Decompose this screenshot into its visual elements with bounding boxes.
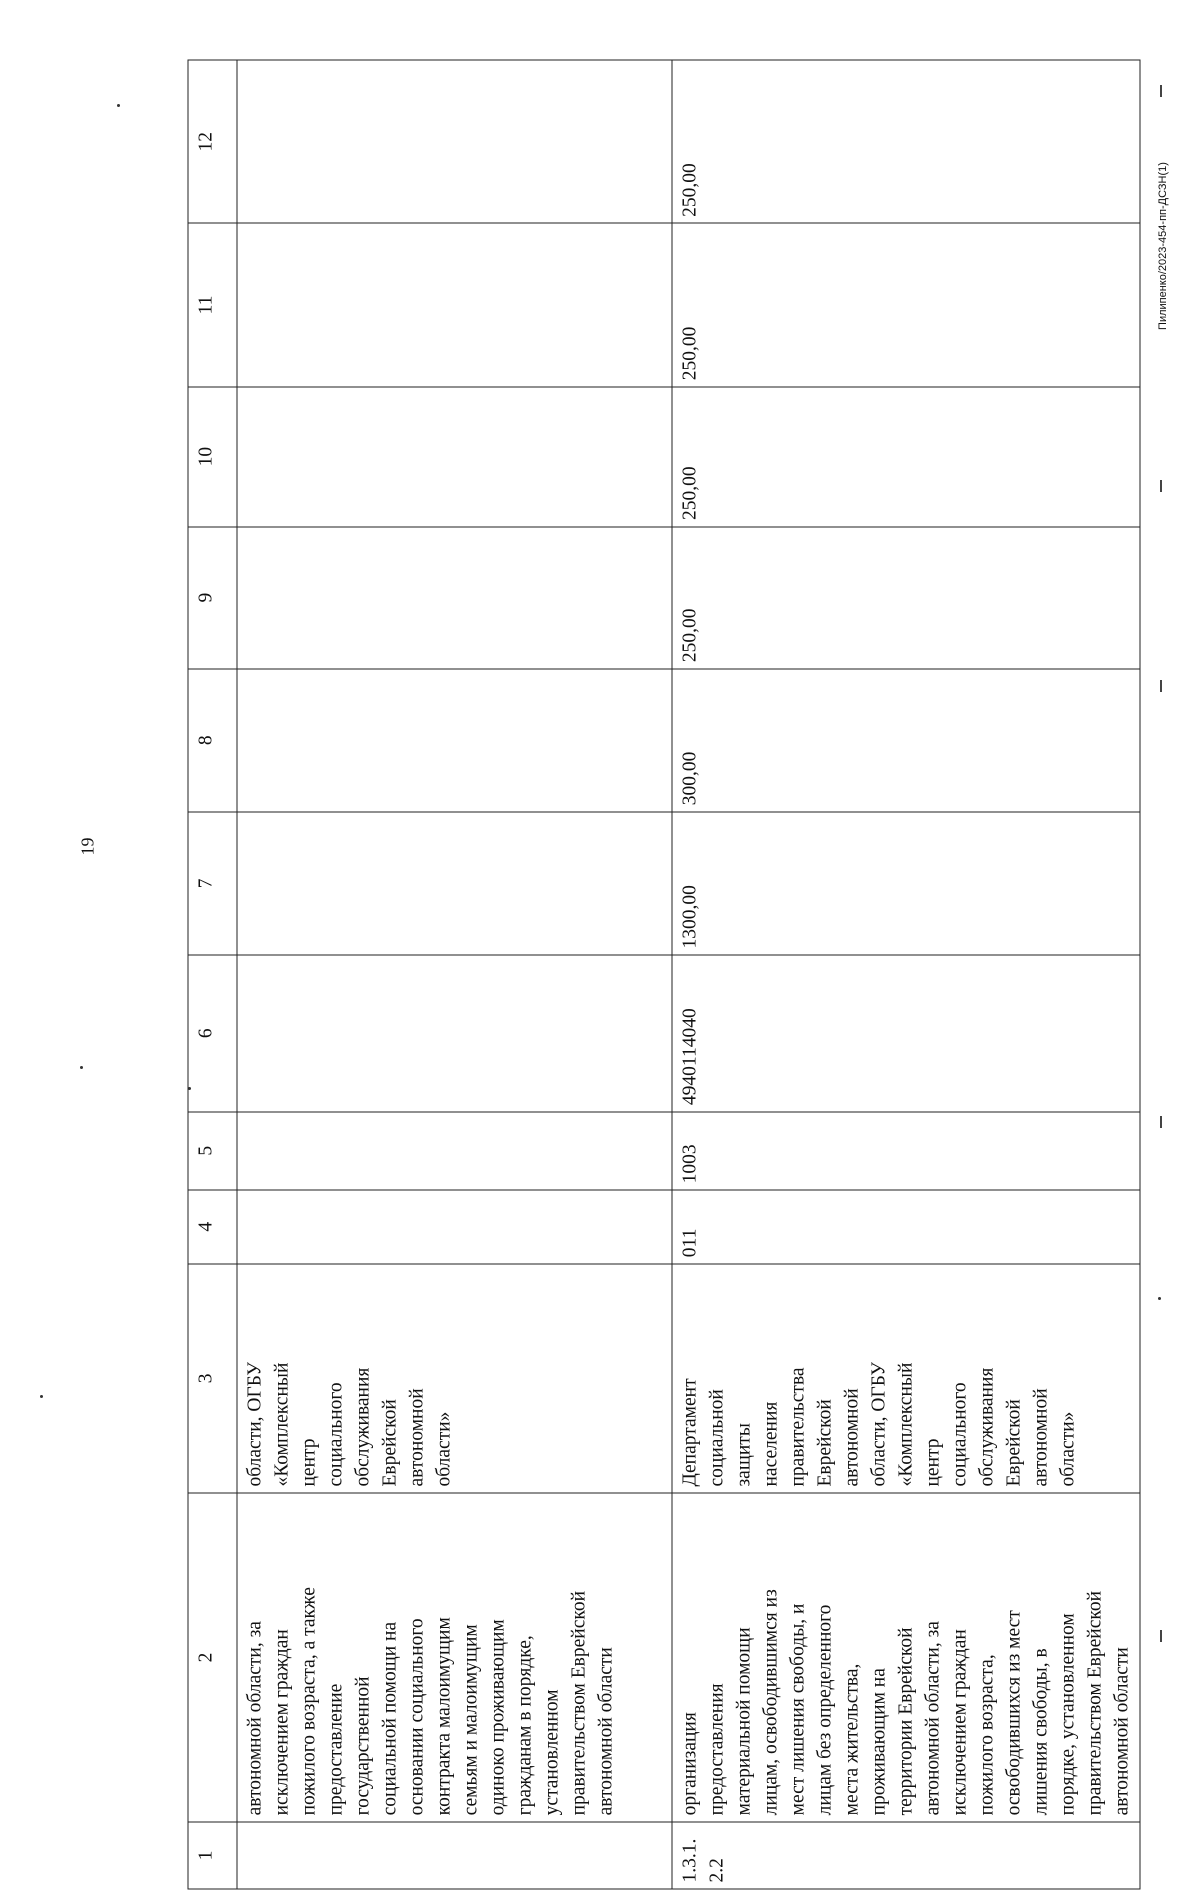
- column-number: 9: [188, 527, 237, 669]
- table-cell: 4940114040: [672, 955, 1140, 1112]
- column-number: 8: [188, 669, 237, 812]
- table-cell: [237, 60, 672, 223]
- table-cell: [237, 223, 672, 386]
- table-cell: [237, 1190, 672, 1264]
- scan-mark: [1160, 1630, 1162, 1642]
- scan-speck: [117, 104, 120, 107]
- column-number: 6: [188, 955, 237, 1112]
- column-number: 11: [188, 223, 237, 386]
- column-number: 4: [188, 1190, 237, 1264]
- table-cell: Департамент социальной защиты населения правительства Еврейской автономной области, ОГБУ «Комплексный центр социального обслуживания Еврейской автономной области»: [672, 1264, 1140, 1493]
- column-number: 3: [188, 1264, 237, 1493]
- table-cell: [237, 527, 672, 669]
- table-row: [237, 60, 672, 1889]
- scan-speck: [1158, 1297, 1161, 1300]
- table-cell: 250,00: [672, 223, 1140, 386]
- table-cell: [237, 1112, 672, 1190]
- table-cell: автономной области, за исключением граждан пожилого возраста, а также предоставление государственной социальной помощи на основании социального контракта малоимущим семьям и малоимущим одиноко проживающим гражданам в порядке, установленном правительством Еврейской автономной области: [237, 1493, 672, 1822]
- page-number: 19: [77, 837, 98, 856]
- column-number: 5: [188, 1112, 237, 1190]
- table-cell: 011: [672, 1190, 1140, 1264]
- table-cell: 1003: [672, 1112, 1140, 1190]
- column-number: 1: [188, 1822, 237, 1889]
- header-row: [188, 60, 237, 1889]
- column-number: 2: [188, 1493, 237, 1822]
- stamp-text: Пилипенко/2023-454-пп-ДСЗН(1): [1157, 162, 1169, 330]
- table-cell: [237, 955, 672, 1112]
- table-cell: [237, 669, 672, 812]
- scan-mark: [1160, 1116, 1162, 1128]
- budget-table: [188, 60, 1141, 1890]
- table-cell: 250,00: [672, 527, 1140, 669]
- table-cell: [237, 387, 672, 527]
- table-cell: 1300,00: [672, 812, 1140, 955]
- scan-speck: [40, 1395, 43, 1398]
- table-cell: [237, 812, 672, 955]
- table-cell: 1.3.1. 2.2: [672, 1822, 1140, 1889]
- table-cell: [237, 1822, 672, 1889]
- scan-mark: [1160, 480, 1162, 492]
- table-cell: организация предоставления материальной помощи лицам, освободившимся из мест лишения свободы, и лицам без определенного места жительства, проживающим на территории Еврейской автономной области, за исключением граждан пожилого возраста, освободившихся из мест лишения свободы, в порядке, установленном правительством Еврейской автономной области: [672, 1493, 1140, 1822]
- table-container: [188, 60, 1133, 1890]
- table-row: [672, 60, 1140, 1889]
- table-cell: области, ОГБУ «Комплексный центр социального обслуживания Еврейской автономной области»: [237, 1264, 672, 1493]
- table-cell: 300,00: [672, 669, 1140, 812]
- scan-speck: [80, 1066, 83, 1069]
- column-number: 7: [188, 812, 237, 955]
- scan-mark: [1160, 85, 1162, 97]
- column-number: 10: [188, 387, 237, 527]
- table-cell: 250,00: [672, 387, 1140, 527]
- table-cell: 250,00: [672, 60, 1140, 223]
- scan-mark: [1160, 680, 1162, 692]
- column-number: 12: [188, 60, 237, 223]
